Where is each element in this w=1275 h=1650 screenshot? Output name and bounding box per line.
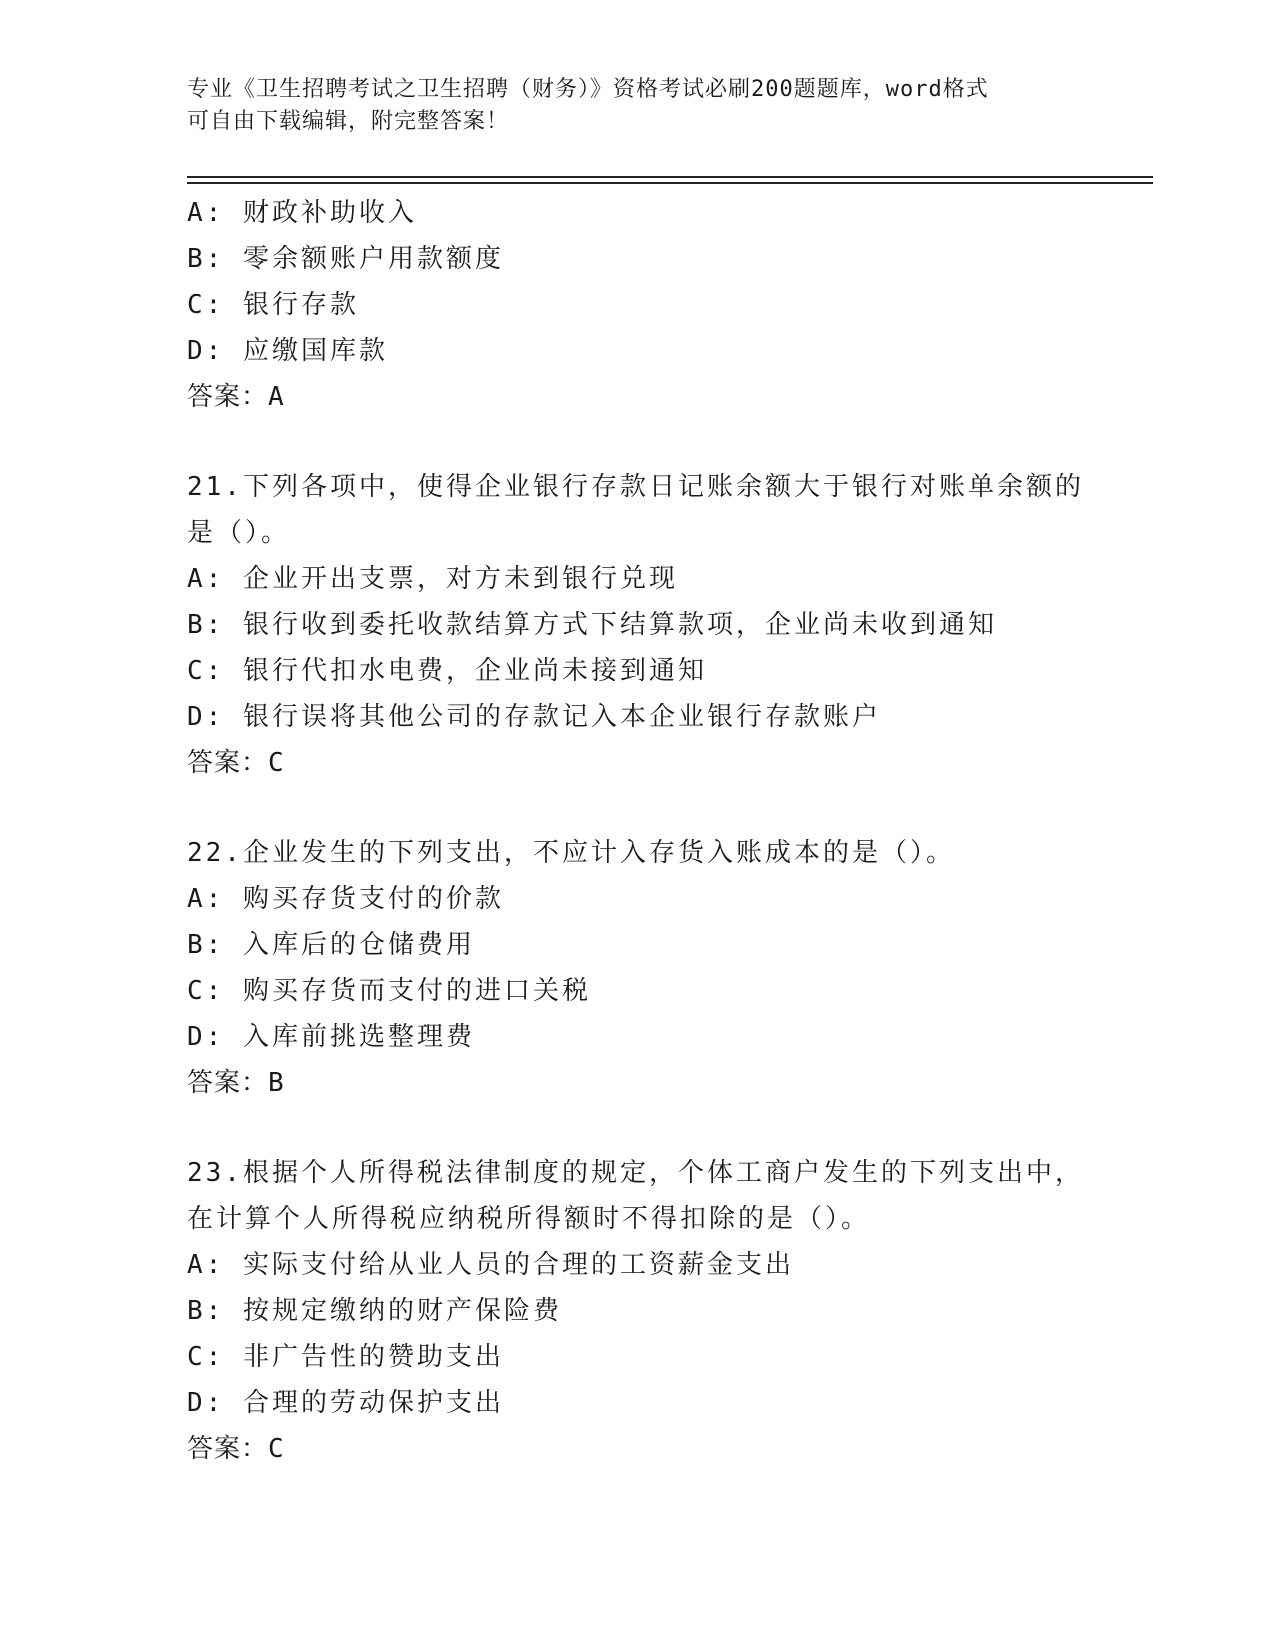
option-b: B: 按规定缴纳的财产保险费 bbox=[187, 1296, 562, 1326]
answer-line bbox=[187, 740, 1087, 786]
question-spacer bbox=[187, 420, 1087, 464]
header-line-1: 专业《卫生招聘考试之卫生招聘（财务）》资格考试必刷200题题库，word格式 bbox=[187, 77, 989, 102]
question-stem: 22.企业发生的下列支出，不应计入存货入账成本的是（）。 bbox=[187, 838, 955, 868]
option-d: D: 入库前挑选整理费 bbox=[187, 1022, 475, 1052]
option-c: C: 银行存款 bbox=[187, 290, 359, 320]
answer-line bbox=[187, 374, 1087, 420]
question-stem: 21.下列各项中，使得企业银行存款日记账余额大于银行对账单余额的 bbox=[187, 472, 1084, 502]
option-a: A: 实际支付给从业人员的合理的工资薪金支出 bbox=[187, 1250, 794, 1280]
option-a: A: 财政补助收入 bbox=[187, 198, 417, 228]
answer-label: 答案： bbox=[187, 1068, 269, 1098]
answer-value: C bbox=[268, 748, 285, 778]
question-stem: 23.根据个人所得税法律制度的规定，个体工商户发生的下列支出中， bbox=[187, 1158, 1084, 1188]
header-line-2: 可自由下载编辑，附完整答案！ bbox=[187, 109, 510, 134]
question-spacer bbox=[187, 786, 1087, 830]
answer-line bbox=[187, 1426, 1087, 1472]
document-header bbox=[187, 74, 1087, 138]
option-a: A: 企业开出支票，对方未到银行兑现 bbox=[187, 564, 678, 594]
answer-value: B bbox=[268, 1068, 285, 1098]
question-list bbox=[187, 190, 1087, 1472]
header-rule-bottom bbox=[187, 182, 1153, 184]
question-stem-continued: 是（）。 bbox=[187, 518, 291, 548]
option-b: B: 零余额账户用款额度 bbox=[187, 244, 504, 274]
question-21 bbox=[187, 464, 1087, 786]
option-c: C: 银行代扣水电费，企业尚未接到通知 bbox=[187, 656, 707, 686]
header-rule-top bbox=[187, 176, 1153, 178]
option-d: D: 合理的劳动保护支出 bbox=[187, 1388, 504, 1418]
question-20 bbox=[187, 190, 1087, 420]
option-c: C: 非广告性的赞助支出 bbox=[187, 1342, 504, 1372]
option-a: A: 购买存货支付的价款 bbox=[187, 884, 504, 914]
answer-value: C bbox=[268, 1434, 285, 1464]
question-stem-continued: 在计算个人所得税应纳税所得额时不得扣除的是（）。 bbox=[187, 1204, 871, 1234]
option-d: D: 应缴国库款 bbox=[187, 336, 388, 366]
question-22 bbox=[187, 830, 1087, 1106]
answer-label: 答案： bbox=[187, 1434, 269, 1464]
option-b: B: 入库后的仓储费用 bbox=[187, 930, 475, 960]
question-23 bbox=[187, 1150, 1087, 1472]
answer-label: 答案： bbox=[187, 748, 269, 778]
answer-value: A bbox=[268, 382, 285, 412]
answer-line bbox=[187, 1060, 1087, 1106]
question-spacer bbox=[187, 1106, 1087, 1150]
answer-label: 答案： bbox=[187, 382, 269, 412]
option-c: C: 购买存货而支付的进口关税 bbox=[187, 976, 591, 1006]
option-d: D: 银行误将其他公司的存款记入本企业银行存款账户 bbox=[187, 702, 881, 732]
option-b: B: 银行收到委托收款结算方式下结算款项，企业尚未收到通知 bbox=[187, 610, 997, 640]
